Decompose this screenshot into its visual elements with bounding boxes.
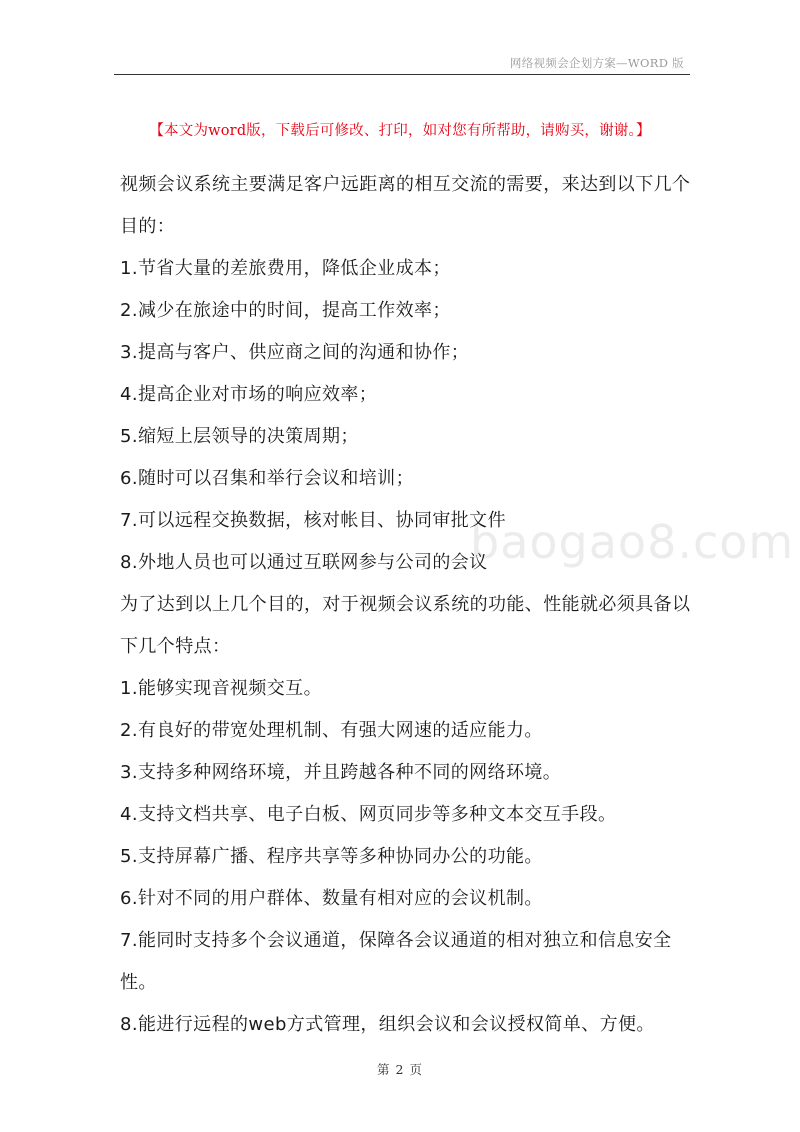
header-divider xyxy=(114,74,690,75)
feature-item: 4.支持文档共享、电子白板、网页同步等多种文本交互手段。 xyxy=(120,804,617,825)
goal-item: 4.提高企业对市场的响应效率； xyxy=(120,384,378,405)
goal-item: 7.可以远程交换数据，核对帐目、协同审批文件 xyxy=(120,510,506,531)
goal-item: 5.缩短上层领导的决策周期； xyxy=(120,426,359,447)
feature-item: 5.支持屏幕广播、程序共享等多种协同办公的功能。 xyxy=(120,846,543,867)
feature-item: 6.针对不同的用户群体、数量有相对应的会议机制。 xyxy=(120,888,543,909)
intro-paragraph: 视频会议系统主要满足客户远距离的相互交流的需要，来达到以下几个目的： xyxy=(120,174,691,237)
goal-item: 8.外地人员也可以通过互联网参与公司的会议 xyxy=(120,552,488,573)
feature-item: 2.有良好的带宽处理机制、有强大网速的适应能力。 xyxy=(120,720,543,741)
goal-item: 1.节省大量的差旅费用，降低企业成本； xyxy=(120,258,451,279)
feature-item: 1.能够实现音视频交互。 xyxy=(120,678,322,699)
goal-item: 2.减少在旅途中的时间，提高工作效率； xyxy=(120,300,451,321)
goal-item: 3.提高与客户、供应商之间的沟通和协作； xyxy=(120,342,470,363)
document-body xyxy=(120,164,695,1046)
header-title: 网络视频会企划方案—WORD 版 xyxy=(509,56,684,70)
feature-item: 3.支持多种网络环境，并且跨越各种不同的网络环境。 xyxy=(120,762,562,783)
page-number: 第 2 页 xyxy=(377,1062,423,1077)
features-intro-paragraph: 为了达到以上几个目的，对于视频会议系统的功能、性能就必须具备以下几个特点： xyxy=(120,594,691,657)
feature-item: 8.能进行远程的web方式管理，组织会议和会议授权简单、方便。 xyxy=(120,1014,655,1035)
goal-item: 6.随时可以召集和举行会议和培训； xyxy=(120,468,414,489)
watermark: baogao8.com xyxy=(470,515,795,569)
purchase-notice: 【本文为word版，下载后可修改、打印，如对您有所帮助，请购买，谢谢。】 xyxy=(149,123,651,139)
feature-item: 7.能同时支持多个会议通道，保障各会议通道的相对独立和信息安全性。 xyxy=(120,930,672,993)
